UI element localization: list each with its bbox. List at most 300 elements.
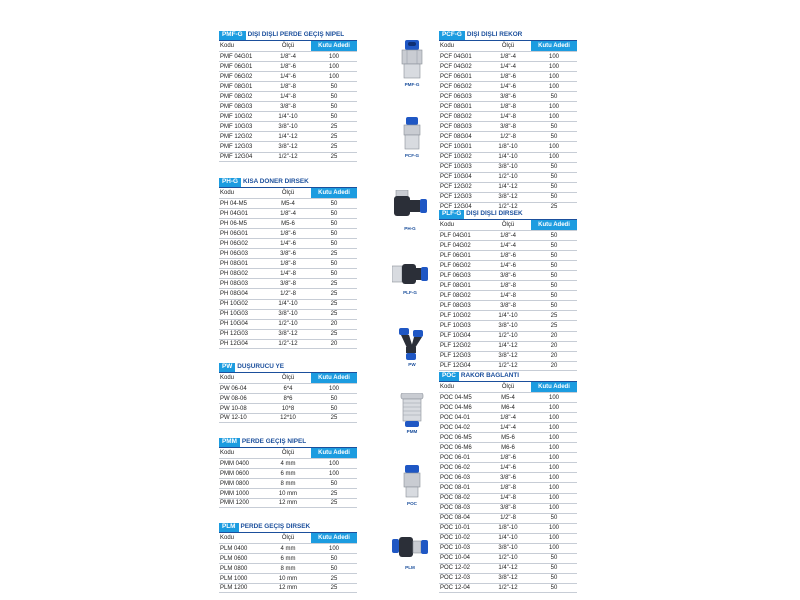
cell-kutu-adedi: 100 xyxy=(328,460,339,467)
cell-kutu-adedi: 25 xyxy=(330,331,338,338)
cell-kutu-adedi: 50 xyxy=(330,240,338,247)
table-row xyxy=(439,280,577,290)
cell-olcu: 1/8"-6 xyxy=(280,230,296,237)
cell-olcu: 1/8"-4 xyxy=(280,53,296,60)
table-pw xyxy=(219,363,357,423)
header-kodu: Kodu xyxy=(440,222,455,229)
cell-olcu: 1/8"-6 xyxy=(500,73,516,80)
cell-kutu-adedi: 50 xyxy=(330,260,338,267)
cell-kutu-adedi: 100 xyxy=(548,113,559,120)
cell-olcu: 1/4"-4 xyxy=(500,242,516,249)
cell-kutu-adedi: 25 xyxy=(330,311,338,318)
cell-kodu: POC 12-03 xyxy=(440,575,471,582)
cell-kodu: POC 08-01 xyxy=(440,484,471,491)
cell-kodu: PW 12-10 xyxy=(220,415,247,422)
cell-kodu: PH 12G03 xyxy=(220,331,249,338)
table-title xyxy=(219,178,357,188)
cell-kodu: PCF 08G01 xyxy=(440,103,472,110)
female-elbow-icon xyxy=(392,260,428,288)
table-header xyxy=(439,220,577,230)
cell-kodu: PH 10G03 xyxy=(220,311,249,318)
table-row xyxy=(219,309,357,319)
cell-kutu-adedi: 25 xyxy=(330,290,338,297)
product-code-badge: PH-G xyxy=(219,178,241,187)
cell-olcu: 1/8"-8 xyxy=(500,282,516,289)
fitting-label: PH-G xyxy=(404,226,416,231)
fitting-pw xyxy=(390,328,434,367)
fitting-pmm xyxy=(390,393,434,434)
header-kodu: Kodu xyxy=(220,190,235,197)
table-row xyxy=(439,71,577,81)
cell-kutu-adedi: 50 xyxy=(330,200,338,207)
cell-olcu: 4 mm xyxy=(280,460,296,467)
cell-kodu: POC 08-04 xyxy=(440,515,471,522)
table-poc xyxy=(439,372,577,593)
table-row xyxy=(439,361,577,371)
cell-kodu: POC 12-04 xyxy=(440,584,471,591)
cell-kutu-adedi: 100 xyxy=(548,414,559,421)
cell-kodu: PH 08G02 xyxy=(220,270,249,277)
cell-olcu: 1/8"-8 xyxy=(280,83,296,90)
cell-kodu: PLM 0600 xyxy=(220,555,248,562)
product-title: DÜŞÜRÜCÜ YE xyxy=(237,363,285,371)
fitting-pmf-g xyxy=(390,40,434,87)
cell-kutu-adedi: 100 xyxy=(548,63,559,70)
cell-olcu: 1/4"-10 xyxy=(498,154,518,161)
cell-olcu: 3/8"-10 xyxy=(498,164,518,171)
cell-olcu: 1/2"-12 xyxy=(278,153,298,160)
cell-kodu: POC 04-M6 xyxy=(440,404,472,411)
cell-olcu: 3/8"-6 xyxy=(500,93,516,100)
cell-olcu: 1/2"-8 xyxy=(500,515,516,522)
table-row xyxy=(219,101,357,111)
table-header xyxy=(219,373,357,383)
cell-olcu: 1/2"-10 xyxy=(498,174,518,181)
product-code-badge: PLF-G xyxy=(439,210,464,219)
cell-kutu-adedi: 50 xyxy=(330,103,338,110)
cell-kodu: PLM 0400 xyxy=(220,545,248,552)
header-kutu-adedi: Kutu Adedi xyxy=(311,533,357,543)
cell-kutu-adedi: 25 xyxy=(330,280,338,287)
table-row xyxy=(219,198,357,208)
cell-kodu: PLM 0800 xyxy=(220,565,248,572)
cell-kutu-adedi: 25 xyxy=(330,490,338,497)
table-plf-g xyxy=(439,210,577,371)
cell-kutu-adedi: 20 xyxy=(550,362,558,369)
product-title: RAKOR BAĞLANTI xyxy=(460,372,520,380)
table-row xyxy=(219,488,357,498)
table-row xyxy=(219,458,357,468)
table-row xyxy=(439,573,577,583)
cell-kodu: POC 06-02 xyxy=(440,464,471,471)
cell-olcu: 6 mm xyxy=(280,470,296,477)
straight-female-bulkhead-icon xyxy=(399,40,425,80)
cell-olcu: 1/2"-8 xyxy=(500,133,516,140)
cell-kutu-adedi: 100 xyxy=(548,394,559,401)
cell-kutu-adedi: 50 xyxy=(550,292,558,299)
cell-kutu-adedi: 50 xyxy=(550,565,558,572)
cell-kutu-adedi: 50 xyxy=(330,565,338,572)
bulkhead-union-icon xyxy=(397,393,427,427)
cell-olcu: 1/8"-4 xyxy=(500,232,516,239)
cell-olcu: 1/2"-10 xyxy=(498,555,518,562)
header-kodu: Kodu xyxy=(440,384,455,391)
header-kodu: Kodu xyxy=(220,535,235,542)
cell-kodu: PH 08G04 xyxy=(220,290,249,297)
cell-kutu-adedi: 50 xyxy=(550,252,558,259)
table-row xyxy=(439,182,577,192)
cell-kutu-adedi: 25 xyxy=(330,123,338,130)
cell-kodu: PMF 06G01 xyxy=(220,63,253,70)
cell-kodu: PCF 06G01 xyxy=(440,73,472,80)
cell-kutu-adedi: 100 xyxy=(548,454,559,461)
cell-olcu: 3/8"-8 xyxy=(500,302,516,309)
cell-olcu: 12 mm xyxy=(278,500,298,507)
cell-olcu: 6*4 xyxy=(283,385,293,392)
table-header xyxy=(439,41,577,51)
table-row xyxy=(439,111,577,121)
table-header xyxy=(219,188,357,198)
cell-kodu: PMM 0800 xyxy=(220,480,250,487)
cell-kutu-adedi: 50 xyxy=(330,220,338,227)
table-row xyxy=(219,61,357,71)
cell-kodu: PW 08-06 xyxy=(220,395,247,402)
table-row xyxy=(219,131,357,141)
table-pcf-g xyxy=(439,31,577,212)
cell-olcu: 4 mm xyxy=(280,545,296,552)
table-row xyxy=(219,478,357,488)
cell-olcu: 1/8"-8 xyxy=(280,260,296,267)
cell-olcu: 1/2"-10 xyxy=(498,333,518,340)
cell-olcu: 1/4"-10 xyxy=(278,113,298,120)
table-row xyxy=(219,563,357,573)
cell-kodu: POC 04-M5 xyxy=(440,394,472,401)
cell-kutu-adedi: 100 xyxy=(548,103,559,110)
table-title xyxy=(219,523,357,533)
cell-olcu: M5-4 xyxy=(281,200,295,207)
table-row xyxy=(439,543,577,553)
table-row xyxy=(439,563,577,573)
cell-kutu-adedi: 50 xyxy=(330,83,338,90)
cell-olcu: 3/8"-6 xyxy=(280,250,296,257)
cell-olcu: 1/4"-12 xyxy=(498,184,518,191)
cell-kodu: POC 10-01 xyxy=(440,525,471,532)
cell-olcu: 1/4"-6 xyxy=(280,73,296,80)
table-header xyxy=(219,41,357,51)
cell-olcu: M5-4 xyxy=(501,394,515,401)
cell-kodu: PH 04G01 xyxy=(220,210,249,217)
cell-kodu: PLF 10G02 xyxy=(440,312,471,319)
cell-olcu: M5-6 xyxy=(501,434,515,441)
cell-kodu: PW 06-04 xyxy=(220,385,247,392)
cell-olcu: 1/8"-4 xyxy=(280,210,296,217)
cell-olcu: 1/4"-4 xyxy=(500,424,516,431)
cell-kodu: PMF 12G02 xyxy=(220,133,253,140)
fitting-label: PLF-G xyxy=(403,290,417,295)
product-code-badge: PCF-G xyxy=(439,31,465,40)
table-row xyxy=(439,152,577,162)
table-row xyxy=(219,208,357,218)
cell-kodu: PLF 12G03 xyxy=(440,353,471,360)
header-olcu: Ölçü xyxy=(501,43,515,50)
cell-olcu: 1/2"-10 xyxy=(278,321,298,328)
fitting-label: PMM xyxy=(406,429,418,434)
cell-kutu-adedi: 25 xyxy=(330,153,338,160)
cell-kodu: POC 06-M6 xyxy=(440,444,472,451)
header-olcu: Ölçü xyxy=(281,375,295,382)
table-row xyxy=(439,320,577,330)
cell-kutu-adedi: 50 xyxy=(550,123,558,130)
table-row xyxy=(439,553,577,563)
cell-kutu-adedi: 100 xyxy=(548,424,559,431)
cell-kodu: PCF 12G03 xyxy=(440,194,472,201)
cell-kodu: PCF 10G01 xyxy=(440,143,472,150)
cell-kutu-adedi: 50 xyxy=(550,242,558,249)
table-row xyxy=(219,583,357,593)
table-row xyxy=(219,228,357,238)
table-row xyxy=(439,230,577,240)
cell-kutu-adedi: 50 xyxy=(330,230,338,237)
cell-kutu-adedi: 100 xyxy=(328,63,339,70)
cell-kutu-adedi: 100 xyxy=(548,474,559,481)
cell-kutu-adedi: 50 xyxy=(330,405,338,412)
cell-kodu: PMM 0400 xyxy=(220,460,250,467)
cell-kutu-adedi: 50 xyxy=(550,232,558,239)
cell-kutu-adedi: 100 xyxy=(328,73,339,80)
cell-kodu: PCF 08G04 xyxy=(440,133,472,140)
cell-kodu: PMF 08G03 xyxy=(220,103,253,110)
cell-kutu-adedi: 25 xyxy=(330,301,338,308)
cell-olcu: 1/2"-12 xyxy=(498,584,518,591)
cell-kodu: PH 12G04 xyxy=(220,340,249,347)
cell-olcu: 1/8"-10 xyxy=(498,525,518,532)
cell-olcu: 3/8"-6 xyxy=(500,474,516,481)
table-row xyxy=(439,422,577,432)
cell-kodu: POC 12-02 xyxy=(440,565,471,572)
cell-kutu-adedi: 50 xyxy=(550,164,558,171)
product-title: DİŞİ DİŞLİ DİRSEK xyxy=(466,210,523,218)
cell-kutu-adedi: 50 xyxy=(550,575,558,582)
table-row xyxy=(219,573,357,583)
table-header xyxy=(439,382,577,392)
cell-kutu-adedi: 25 xyxy=(330,133,338,140)
table-row xyxy=(439,91,577,101)
cell-kutu-adedi: 100 xyxy=(548,154,559,161)
cell-kutu-adedi: 25 xyxy=(550,312,558,319)
cell-olcu: 3/8"-10 xyxy=(498,322,518,329)
table-row xyxy=(219,299,357,309)
table-row xyxy=(439,412,577,422)
fitting-label: PW xyxy=(408,362,416,367)
table-row xyxy=(219,383,357,393)
header-olcu: Ölçü xyxy=(281,450,295,457)
cell-olcu: 8*6 xyxy=(283,395,293,402)
cell-olcu: 1/8"-8 xyxy=(500,484,516,491)
table-row xyxy=(219,218,357,228)
cell-kodu: PLF 06G02 xyxy=(440,262,471,269)
cell-kodu: PCF 06G02 xyxy=(440,83,472,90)
cell-kodu: POC 08-03 xyxy=(440,505,471,512)
cell-kodu: PMM 1000 xyxy=(220,490,250,497)
cell-kutu-adedi: 100 xyxy=(328,385,339,392)
cell-olcu: 1/4"-10 xyxy=(278,301,298,308)
cell-kodu: PCF 04G02 xyxy=(440,63,472,70)
cell-kutu-adedi: 25 xyxy=(330,250,338,257)
cell-kodu: PMF 04G01 xyxy=(220,53,253,60)
table-row xyxy=(439,351,577,361)
cell-kutu-adedi: 25 xyxy=(330,415,338,422)
table-row xyxy=(219,319,357,329)
female-connector-icon xyxy=(401,117,423,151)
cell-kodu: PH 04-M5 xyxy=(220,200,248,207)
cell-kutu-adedi: 50 xyxy=(550,262,558,269)
table-pmf-g xyxy=(219,31,357,162)
cell-kodu: PMF 08G01 xyxy=(220,83,253,90)
table-row xyxy=(439,172,577,182)
cell-olcu: 6 mm xyxy=(280,555,296,562)
cell-kodu: PLM 1200 xyxy=(220,585,248,592)
cell-olcu: 12*10 xyxy=(280,415,296,422)
cell-olcu: 3/8"-6 xyxy=(500,272,516,279)
cell-kutu-adedi: 50 xyxy=(550,515,558,522)
table-row xyxy=(439,310,577,320)
cell-kodu: PW 10-08 xyxy=(220,405,247,412)
cell-kutu-adedi: 100 xyxy=(548,545,559,552)
cell-olcu: 1/2"-12 xyxy=(498,203,518,210)
cell-kodu: PH 10G04 xyxy=(220,321,249,328)
table-row xyxy=(439,402,577,412)
cell-kutu-adedi: 50 xyxy=(550,282,558,289)
cell-kutu-adedi: 100 xyxy=(548,143,559,150)
cell-kutu-adedi: 100 xyxy=(548,535,559,542)
product-title: DİŞİ DİŞLİ PERDE GEÇİŞ NİPEL xyxy=(247,31,345,39)
table-row xyxy=(219,288,357,298)
cell-kodu: PCF 12G04 xyxy=(440,203,472,210)
cell-kutu-adedi: 100 xyxy=(548,73,559,80)
product-code-badge: PW xyxy=(219,363,235,372)
cell-kodu: PMF 06G02 xyxy=(220,73,253,80)
table-row xyxy=(219,152,357,162)
cell-kutu-adedi: 25 xyxy=(330,143,338,150)
cell-kutu-adedi: 100 xyxy=(328,53,339,60)
cell-kutu-adedi: 50 xyxy=(330,395,338,402)
cell-olcu: 1/8"-8 xyxy=(500,103,516,110)
header-kodu: Kodu xyxy=(220,450,235,457)
table-row xyxy=(439,162,577,172)
cell-kodu: POC 10-04 xyxy=(440,555,471,562)
table-row xyxy=(219,393,357,403)
fitting-label: POC xyxy=(407,501,417,506)
cell-olcu: M6-4 xyxy=(501,404,515,411)
table-row xyxy=(439,61,577,71)
cell-olcu: 3/8"-10 xyxy=(498,545,518,552)
table-title xyxy=(219,363,357,373)
cell-kodu: PLF 08G03 xyxy=(440,302,471,309)
cell-olcu: 3/8"-12 xyxy=(498,353,518,360)
cell-olcu: 10 mm xyxy=(278,575,298,582)
fitting-poc xyxy=(390,465,434,506)
cell-olcu: 1/4"-6 xyxy=(500,464,516,471)
table-row xyxy=(439,392,577,402)
table-row xyxy=(439,300,577,310)
product-title: KISA DÖNER DİRSEK xyxy=(242,178,309,186)
table-row xyxy=(219,339,357,349)
table-row xyxy=(439,583,577,593)
table-row xyxy=(439,331,577,341)
table-header xyxy=(219,448,357,458)
cell-olcu: M6-6 xyxy=(501,444,515,451)
table-ph-g xyxy=(219,178,357,349)
table-row xyxy=(439,51,577,61)
cell-kodu: PCF 06G03 xyxy=(440,93,472,100)
cell-olcu: 8 mm xyxy=(280,565,296,572)
cell-olcu: 3/8"-10 xyxy=(278,311,298,318)
product-code-badge: POC xyxy=(439,372,459,381)
cell-kutu-adedi: 25 xyxy=(330,575,338,582)
cell-olcu: 10 mm xyxy=(278,490,298,497)
cell-olcu: 3/8"-8 xyxy=(500,123,516,130)
cell-kutu-adedi: 50 xyxy=(550,302,558,309)
table-row xyxy=(439,432,577,442)
table-row xyxy=(219,121,357,131)
fitting-pcf-g xyxy=(390,117,434,158)
cell-kutu-adedi: 100 xyxy=(548,444,559,451)
table-row xyxy=(439,482,577,492)
cell-kutu-adedi: 25 xyxy=(550,203,558,210)
cell-kutu-adedi: 25 xyxy=(330,500,338,507)
cell-kutu-adedi: 50 xyxy=(330,93,338,100)
header-olcu: Ölçü xyxy=(281,190,295,197)
cell-kodu: PLF 08G01 xyxy=(440,282,471,289)
table-row xyxy=(439,81,577,91)
table-row xyxy=(439,472,577,482)
cell-olcu: 1/4"-6 xyxy=(500,262,516,269)
cell-kutu-adedi: 25 xyxy=(550,322,558,329)
cell-kodu: PH 06G02 xyxy=(220,240,249,247)
table-row xyxy=(439,452,577,462)
cell-olcu: 3/8"-10 xyxy=(278,123,298,130)
table-title xyxy=(219,438,357,448)
cell-kodu: POC 06-01 xyxy=(440,454,471,461)
cell-kutu-adedi: 100 xyxy=(548,505,559,512)
header-olcu: Ölçü xyxy=(281,535,295,542)
elbow-swivel-icon xyxy=(392,190,428,224)
table-row xyxy=(439,341,577,351)
cell-olcu: 1/4"-10 xyxy=(498,312,518,319)
cell-kutu-adedi: 100 xyxy=(548,484,559,491)
cell-olcu: 1/4"-8 xyxy=(500,495,516,502)
cell-kutu-adedi: 50 xyxy=(550,174,558,181)
table-row xyxy=(219,268,357,278)
cell-kodu: PLF 08G02 xyxy=(440,292,471,299)
cell-kutu-adedi: 50 xyxy=(550,584,558,591)
cell-kutu-adedi: 50 xyxy=(330,270,338,277)
cell-kodu: PH 06G03 xyxy=(220,250,249,257)
table-row xyxy=(439,270,577,280)
cell-kodu: PH 08G01 xyxy=(220,260,249,267)
cell-kutu-adedi: 50 xyxy=(550,555,558,562)
bulkhead-elbow-icon xyxy=(392,533,428,563)
table-row xyxy=(219,81,357,91)
header-kutu-adedi: Kutu Adedi xyxy=(531,41,577,51)
cell-olcu: 1/4"-8 xyxy=(280,93,296,100)
header-kutu-adedi: Kutu Adedi xyxy=(531,220,577,230)
cell-olcu: 1/4"-6 xyxy=(500,83,516,90)
header-kodu: Kodu xyxy=(220,375,235,382)
table-row xyxy=(439,523,577,533)
table-row xyxy=(219,498,357,508)
cell-olcu: 1/4"-10 xyxy=(498,535,518,542)
